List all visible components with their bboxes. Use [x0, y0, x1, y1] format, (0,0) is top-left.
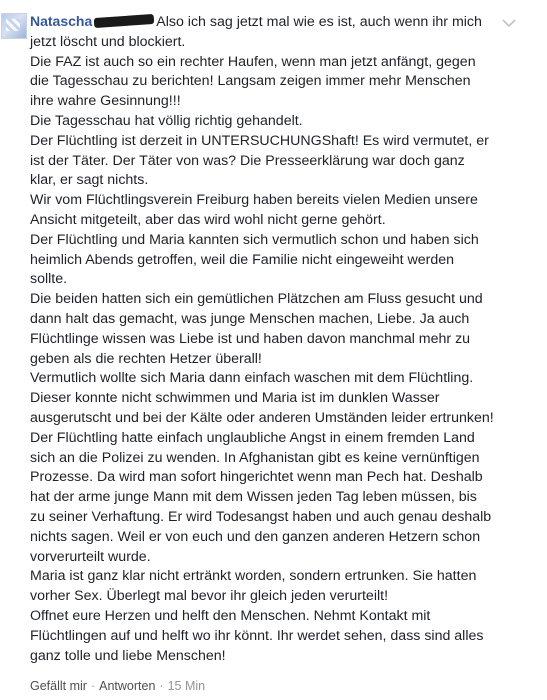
comment-text-line: Die FAZ ist auch so ein rechter Haufen, wenn man jetzt anfängt, gegen — [30, 53, 476, 70]
comment-text-line: zu seiner Verhaftung. Er wird Todesangst haben und auch genau deshalb — [30, 508, 492, 525]
comment-text-line: Die beiden hatten sich ein gemütlichen Plätzchen am Fluss gesucht und — [30, 291, 483, 308]
comment-text-line: Vermutlich wollte sich Maria dann einfach waschen mit dem Flüchtling. — [30, 370, 474, 387]
comment-text-line: Der Flüchtling und Maria kannten sich vermutlich schon und haben sich — [30, 231, 479, 248]
comment-body — [30, 12, 530, 666]
comment-text-line: geben als die rechten Hetzer überall! — [30, 350, 262, 367]
comment-text-line: vorher Sex. Überlegt mal bevor ihr gleich jeden verurteilt! — [30, 588, 389, 605]
comment-text-line: sich an die Polizei zu wenden. In Afghanistan gibt es keine vernünftigen — [30, 449, 480, 466]
comment-text-line: Der Flüchtling hatte einfach unglaubliche Angst in einem fremden Land — [30, 429, 475, 446]
redaction-mark — [94, 14, 155, 28]
comment-text-line: ausgerutscht und bei der Kälte oder anderen Umständen leider ertrunken! — [30, 409, 494, 426]
comment-text-line: Flüchtlinge wissen was Liebe ist und haben davon manchmal mehr zu — [30, 330, 471, 347]
comment-text-line: sollte. — [30, 271, 68, 288]
comment-text-line: dann halt das gemacht, was junge Menschen machen, Liebe. Ja auch — [30, 310, 470, 327]
comment-text-line: Offnet eure Herzen und helft den Menschen. Nehmt Kontakt mit — [30, 607, 431, 624]
timestamp[interactable]: 15 Min — [167, 679, 206, 693]
comment-text-line: klar, er sagt nichts. — [30, 172, 149, 189]
comment-text-line: ist der Täter. Der Täter von was? Die Presseerklärung war doch ganz — [30, 152, 465, 169]
comment-text-line: ganz tolle und liebe Menschen! — [30, 647, 226, 664]
comment-text-line: Also ich sag jetzt mal wie es ist, auch wenn ihr mich — [156, 14, 482, 30]
comment-text-line: Der Flüchtling ist derzeit in UNTERSUCHUNGShaft! Es wird vermutet, er — [30, 132, 489, 149]
comment-actions — [30, 679, 205, 693]
author-name[interactable]: Natascha — [30, 13, 93, 29]
comment-first-line — [30, 12, 530, 33]
comment-text-line: Flüchtlingen auf und helft wo ihr könnt. Ihr werdet sehen, dass sind alles — [30, 627, 484, 644]
comment-text-line: nichts sagen. Weil er von euch und den ganzen anderen Hetzern schon — [30, 528, 481, 545]
reply-link[interactable]: Antworten — [99, 679, 156, 693]
comment-text-line: jetzt löscht und blockiert. — [30, 33, 186, 50]
comment-text-line: Maria ist ganz klar nicht ertränkt worden, sondern ertrunken. Sie hatten — [30, 568, 477, 585]
comment-text-line: Die Tagesschau hat völlig richtig gehandelt. — [30, 112, 303, 129]
comment-text-line: Prozesse. Da wird man sofort hingerichtet wenn man Pech hat. Deshalb — [30, 469, 483, 486]
comment-text-line: heimlich Abends getroffen, weil die Familie nicht eingeweiht werden — [30, 251, 455, 268]
comment-text-line: vorverurteilt wurde. — [30, 548, 151, 565]
comment-text-line: Ansicht mitgeteilt, aber das wird wohl nicht gerne gehört. — [30, 211, 386, 228]
like-link[interactable]: Gefällt mir — [30, 679, 87, 693]
comment-text-line: Dieser konnte nicht schwimmen und Maria ist im dunklen Wasser — [30, 390, 440, 407]
avatar[interactable] — [1, 13, 27, 39]
comment-text — [30, 33, 530, 667]
comment-text-line: ihre wahre Gesinnung!!! — [30, 93, 181, 110]
comment-text-line: hat der arme junge Mann mit dem Wissen jeden Tag leben müssen, bis — [30, 489, 477, 506]
comment-text-line: die Tagesschau zu berichten! Langsam zeigen immer mehr Menschen — [30, 73, 471, 90]
comment-text-line: Wir vom Flüchtlingsverein Freiburg haben bereits vielen Medien unsere — [30, 192, 478, 209]
separator: · — [159, 679, 164, 693]
separator: · — [90, 679, 96, 693]
